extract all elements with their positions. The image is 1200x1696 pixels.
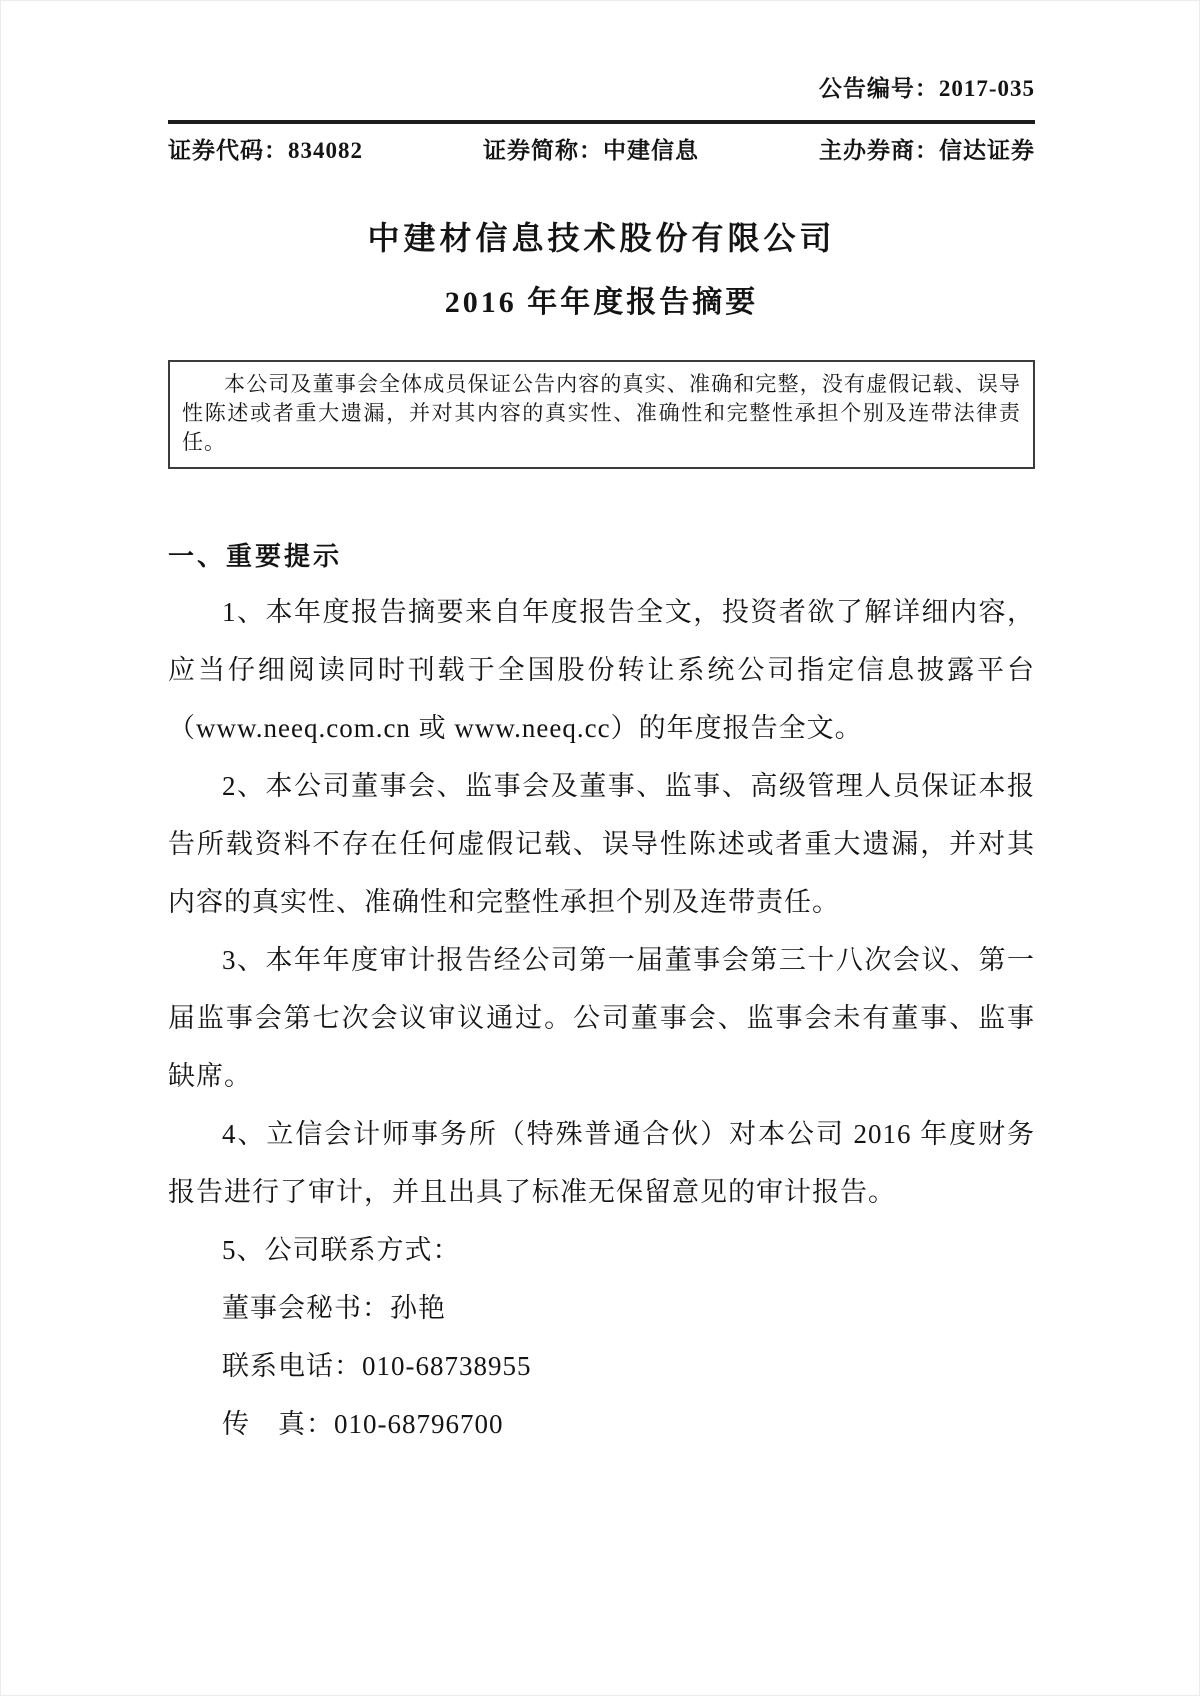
stock-short-name: 证券简称：中建信息 [483, 138, 699, 163]
paragraph-contact-heading: 5、公司联系方式： [222, 1235, 461, 1265]
section-heading-important-notice: 一、重要提示 [168, 542, 343, 571]
company-title: 中建材信息技术股份有限公司 [367, 220, 836, 256]
paragraph-report-source: 1、本年度报告摘要来自年度报告全文，投资者欲了解详细内容，应当仔细阅读同时刊载于全国股份转让系统公司指定信息披露平台（www.neeq.com.cn 或 www.neeq.cc）的年度报告全文。 [168, 597, 1035, 743]
contact-phone: 联系电话：010-68738955 [222, 1351, 532, 1381]
declaration-box [168, 360, 1035, 469]
paragraph-audit-approval: 3、本年年度审计报告经公司第一届董事会第三十八次会议、第一届监事会第七次会议审议通过。公司董事会、监事会未有董事、监事缺席。 [168, 945, 1035, 1091]
sponsor-broker: 主办券商：信达证券 [819, 138, 1035, 163]
report-subtitle: 2016 年年度报告摘要 [444, 286, 759, 319]
stock-code: 证券代码：834082 [168, 138, 363, 163]
securities-header-row [168, 136, 1035, 166]
announcement-number: 公告编号：2017-035 [818, 76, 1035, 101]
paragraph-board-guarantee: 2、本公司董事会、监事会及董事、监事、高级管理人员保证本报告所载资料不存在任何虚假记载、误导性陈述或者重大遗漏，并对其内容的真实性、准确性和完整性承担个别及连带责任。 [168, 771, 1035, 917]
paragraph-auditor-opinion: 4、立信会计师事务所（特殊普通合伙）对本公司 2016 年度财务报告进行了审计，并且出具了标准无保留意见的审计报告。 [168, 1119, 1035, 1207]
declaration-text: 本公司及董事会全体成员保证公告内容的真实、准确和完整，没有虚假记载、误导性陈述或者重大遗漏，并对其内容的真实性、准确性和完整性承担个别及连带法律责任。 [182, 372, 1021, 454]
contact-board-secretary: 董事会秘书：孙艳 [222, 1293, 446, 1323]
section-body [168, 583, 1035, 1453]
header-rule [168, 120, 1035, 124]
contact-fax: 传 真：010-68796700 [222, 1409, 504, 1439]
